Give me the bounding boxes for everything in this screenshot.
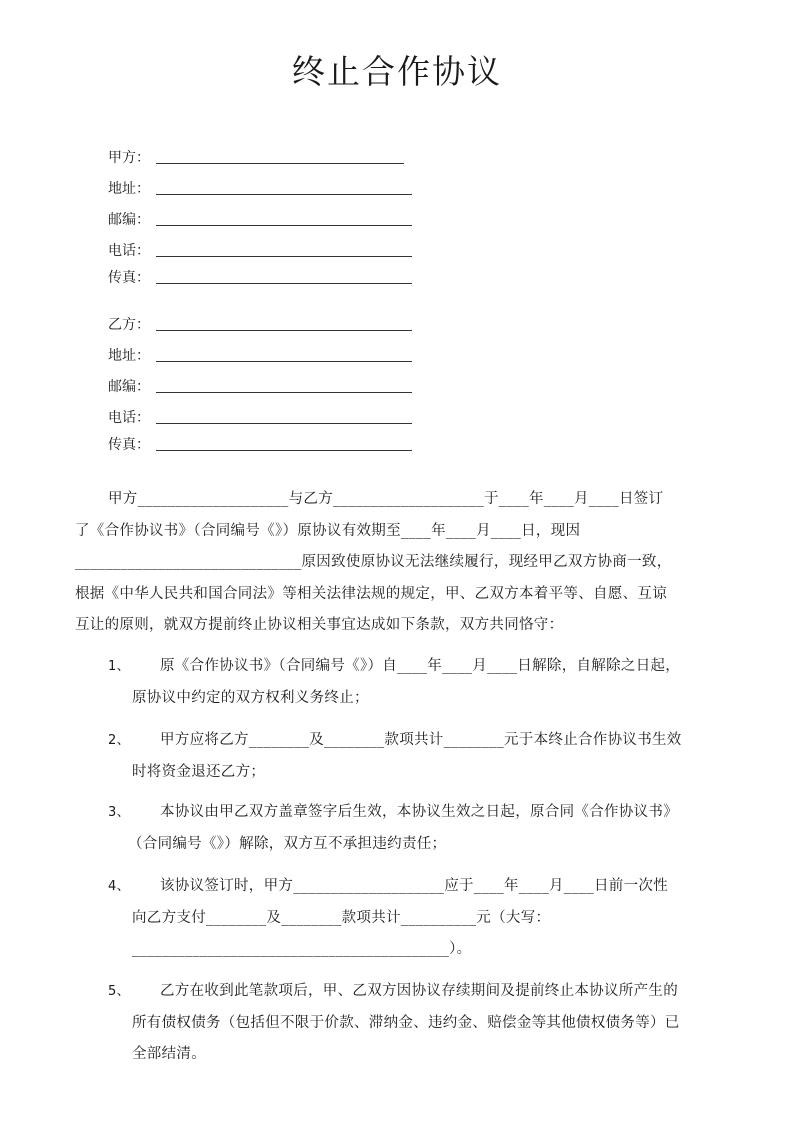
clause-line: 全部结清。 [132,1046,206,1062]
field-label: 地址： [108,348,150,364]
field-label: 传真： [108,437,150,453]
party-a-fax-field [108,268,154,288]
party-b-fax-field [108,435,154,455]
preamble-line: 甲方____________________与乙方____________________于____年____月____日签订 [108,491,664,507]
field-label: 地址： [108,181,150,197]
party-a-postcode-field [108,210,154,230]
party-b-name-blank[interactable] [156,330,412,331]
clause-number: 1、 [108,659,130,674]
party-a-name-field [108,148,154,168]
party-b-postcode-field [108,377,154,397]
party-a-name-blank[interactable] [156,163,404,164]
party-a-phone-field [108,241,154,261]
party-b-address-field [108,346,154,366]
field-label: 电话： [108,243,150,259]
field-label: 甲方： [108,150,150,166]
clause-line: （合同编号《》）解除，双方互不承担违约责任； [128,835,447,852]
party-a-address-field [108,179,154,199]
party-b-phone-field [108,408,154,428]
clause-line: 甲方应将乙方________及________款项共计________元于本终止合作协议书生效 [160,732,682,748]
party-b-fax-blank[interactable] [156,450,412,451]
clause-line: 时将资金退还乙方； [132,763,266,780]
party-a-postcode-blank[interactable] [156,225,412,226]
clause-line: 原《合作协议书》（合同编号《》）自____年____月____日解除，自解除之日起， [160,658,681,674]
clause-number: 4、 [108,879,130,894]
preamble-line: 了《合作协议书》（合同编号《》）原协议有效期至____年____月____日，现因 [75,522,581,539]
document-title: 终止合作协议 [292,52,502,91]
field-label: 邮编： [108,379,150,395]
field-label: 乙方： [108,317,150,333]
clause-line: __________________________________________）。 [132,941,472,957]
party-b-postcode-blank[interactable] [156,392,412,393]
clause-line: 本协议由甲乙双方盖章签字后生效，本协议生效之日起，原合同《合作协议书》 [160,804,678,820]
party-a-phone-blank[interactable] [156,256,412,257]
clause-number: 2、 [108,733,130,748]
clause-line: 原协议中约定的双方权利义务终止； [132,689,369,706]
party-b-name-field [108,315,154,335]
clause-4 [108,871,716,966]
party-a-fax-blank[interactable] [156,283,412,284]
clause-3 [108,797,716,860]
clause-number: 3、 [108,805,130,820]
field-label: 传真： [108,270,150,286]
clause-number: 5、 [108,984,130,999]
preamble-line: 互让的原则，就双方提前终止协议相关事宜达成如下条款，双方共同恪守： [75,617,564,633]
clause-line: 向乙方支付________及________款项共计__________元（大写： [132,909,551,926]
clause-line: 所有债权债务（包括但不限于价款、滞纳金、违约金、赔偿金等其他债权债务等）已 [132,1014,680,1031]
clause-1 [108,651,716,714]
preamble-line: 根据《中华人民共和国合同法》等相关法律法规的规定，甲、乙双方本着平等、自愿、互谅 [75,585,667,602]
field-label: 电话： [108,410,150,426]
party-b-phone-blank[interactable] [156,423,412,424]
preamble-paragraph [75,484,717,642]
party-a-address-blank[interactable] [156,194,412,195]
clause-line: 该协议签订时，甲方____________________应于____年____月____日前一次性 [160,878,668,894]
clause-5 [108,976,716,1071]
clause-line: 乙方在收到此笔款项后，甲、乙双方因协议存续期间及提前终止本协议所产生的 [160,983,678,999]
preamble-line: ______________________________原因致使原协议无法继续履行，现经甲乙双方协商一致， [75,554,672,570]
field-label: 邮编： [108,212,150,228]
party-b-address-blank[interactable] [156,361,412,362]
clause-2 [108,725,716,788]
